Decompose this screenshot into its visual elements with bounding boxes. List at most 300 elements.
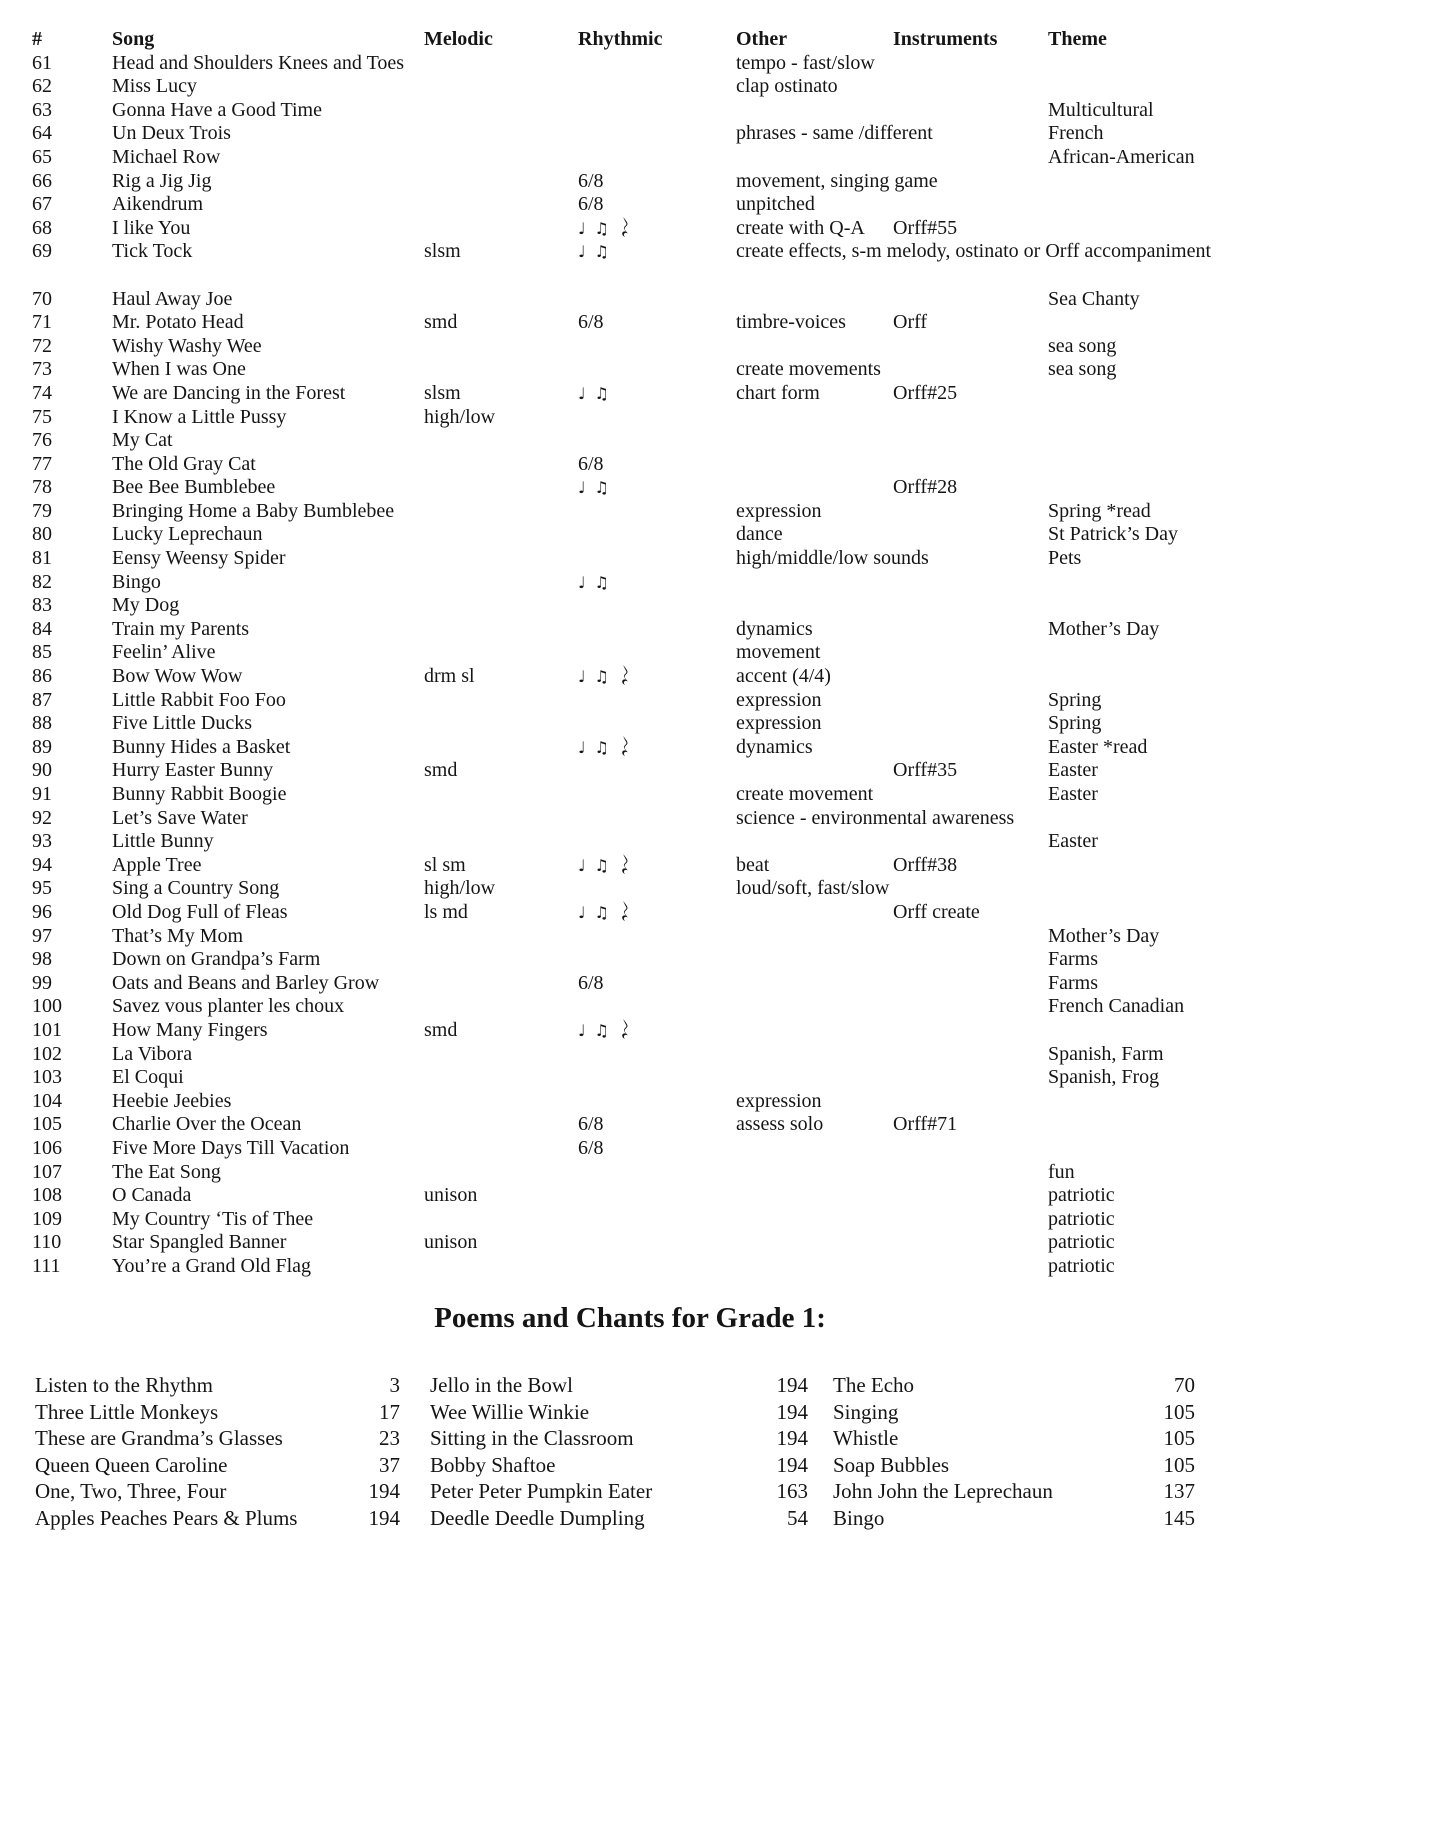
poem-title: Soap Bubbles xyxy=(833,1452,950,1477)
instruments-value: Orff#55 xyxy=(893,216,958,239)
melodic-value xyxy=(424,712,578,736)
theme-value: Spanish, Frog xyxy=(1048,1066,1160,1089)
song-title: Apple Tree xyxy=(112,853,202,876)
poem-title: Wee Willie Winkie xyxy=(430,1399,590,1424)
other-value xyxy=(736,335,893,359)
song-title: Eensy Weensy Spider xyxy=(112,547,286,570)
song-number: 80 xyxy=(32,523,52,546)
rhythmic-value xyxy=(578,523,736,547)
poem-item xyxy=(430,1399,808,1425)
poem-item xyxy=(430,1505,808,1531)
eighth-note-pair-icon: ♫ xyxy=(594,855,609,875)
song-row xyxy=(0,641,1445,665)
song-row xyxy=(0,288,1445,312)
melodic-value xyxy=(424,830,578,854)
poem-title: One, Two, Three, Four xyxy=(35,1479,227,1504)
song-number: 103 xyxy=(32,1066,62,1089)
other-value: chart form xyxy=(736,381,820,404)
song-title: The Old Gray Cat xyxy=(112,452,256,475)
song-title: Aikendrum xyxy=(112,193,204,216)
other-value: clap ostinato xyxy=(736,75,838,98)
song-number: 62 xyxy=(32,75,52,98)
song-number: 86 xyxy=(32,665,52,688)
song-number: 85 xyxy=(32,641,52,664)
song-number xyxy=(32,264,112,288)
song-row xyxy=(0,52,1445,76)
poem-page-number: 23 xyxy=(379,1426,400,1451)
eighth-note-pair-icon: ♫ xyxy=(594,1020,609,1040)
melodic-value: ls md xyxy=(424,900,468,923)
other-value: accent (4/4) xyxy=(736,665,831,688)
song-title: Savez vous planter les choux xyxy=(112,995,345,1018)
column-header-theme: Theme xyxy=(1048,28,1107,50)
other-value xyxy=(736,972,893,996)
melodic-value xyxy=(424,500,578,524)
song-title: Wishy Washy Wee xyxy=(112,334,262,357)
song-row xyxy=(0,429,1445,453)
melodic-value xyxy=(424,453,578,477)
song-number: 101 xyxy=(32,1018,62,1041)
song-row xyxy=(0,1161,1445,1185)
rhythmic-value xyxy=(578,618,736,642)
poems-column-1 xyxy=(35,1372,400,1530)
song-title: Charlie Over the Ocean xyxy=(112,1113,302,1136)
instruments-value xyxy=(893,406,1048,430)
eighth-note-pair-icon: ♫ xyxy=(594,218,609,238)
melodic-value: smd xyxy=(424,759,458,782)
melodic-value: high/low xyxy=(424,877,496,900)
poem-title: These are Grandma’s Glasses xyxy=(35,1426,283,1451)
melodic-value xyxy=(424,358,578,382)
rhythmic-value xyxy=(578,1090,736,1114)
theme-value xyxy=(1048,665,1445,689)
instruments-value xyxy=(893,1184,1048,1208)
song-row xyxy=(0,854,1445,878)
instruments-value xyxy=(893,948,1048,972)
rhythmic-value xyxy=(578,571,736,595)
melodic-value xyxy=(424,1113,578,1137)
song-row xyxy=(0,877,1445,901)
other-value xyxy=(736,264,893,288)
song-number: 94 xyxy=(32,853,52,876)
theme-value: French Canadian xyxy=(1048,995,1185,1018)
quarter-note-icon: ♩ xyxy=(578,242,586,262)
rhythmic-value xyxy=(578,122,736,146)
song-title: Star Spangled Banner xyxy=(112,1231,287,1254)
song-row xyxy=(0,240,1445,264)
song-title: Bunny Hides a Basket xyxy=(112,735,291,758)
instruments-value xyxy=(893,571,1048,595)
song-row xyxy=(0,382,1445,406)
song-row xyxy=(0,335,1445,359)
eighth-note-pair-icon: ♫ xyxy=(594,737,609,757)
song-number: 65 xyxy=(32,145,52,168)
quarter-note-icon: ♩ xyxy=(578,737,586,757)
song-title: O Canada xyxy=(112,1184,192,1207)
melodic-value: slsm xyxy=(424,381,461,404)
rhythmic-value xyxy=(578,1066,736,1090)
song-title: Tick Tock xyxy=(112,240,193,263)
other-value: science - environmental awareness xyxy=(736,806,1015,829)
instruments-value xyxy=(893,1137,1048,1161)
poem-title: John John the Leprechaun xyxy=(833,1479,1053,1504)
song-number: 89 xyxy=(32,735,52,758)
quarter-note-icon: ♩ xyxy=(578,572,586,592)
other-value xyxy=(736,288,893,312)
rhythmic-value xyxy=(578,406,736,430)
song-title: My Cat xyxy=(112,429,173,452)
other-value: expression xyxy=(736,688,822,711)
instruments-value xyxy=(893,618,1048,642)
song-row xyxy=(0,1184,1445,1208)
theme-value: Easter xyxy=(1048,759,1098,782)
instruments-value xyxy=(893,830,1048,854)
melodic-value xyxy=(424,99,578,123)
rhythmic-value xyxy=(578,382,736,406)
theme-value: patriotic xyxy=(1048,1231,1115,1254)
melodic-value xyxy=(424,1208,578,1232)
melodic-value xyxy=(424,783,578,807)
poem-title: Peter Peter Pumpkin Eater xyxy=(430,1479,653,1504)
other-value: unpitched xyxy=(736,193,815,216)
theme-value: African-American xyxy=(1048,145,1195,168)
other-value xyxy=(736,146,893,170)
song-number: 96 xyxy=(32,900,52,923)
other-value: high/middle/low sounds xyxy=(736,547,929,570)
theme-value: Mother’s Day xyxy=(1048,924,1160,947)
song-row xyxy=(0,358,1445,382)
rhythmic-value: 6/8 xyxy=(578,311,604,334)
rhythmic-value xyxy=(578,358,736,382)
theme-value xyxy=(1048,75,1445,99)
song-number: 79 xyxy=(32,499,52,522)
melodic-value xyxy=(424,75,578,99)
poem-page-number: 145 xyxy=(1163,1505,1195,1530)
instruments-value xyxy=(893,1255,1048,1279)
other-value xyxy=(736,1208,893,1232)
poem-page-number: 194 xyxy=(368,1479,400,1504)
melodic-value xyxy=(424,264,578,288)
poem-page-number: 194 xyxy=(776,1452,808,1477)
instruments-value xyxy=(893,547,1048,571)
rhythmic-value xyxy=(578,1019,736,1043)
melodic-value: slsm xyxy=(424,240,461,263)
quarter-note-icon: ♩ xyxy=(578,855,586,875)
other-value: create movements xyxy=(736,358,881,381)
theme-value xyxy=(1048,476,1445,500)
song-number: 97 xyxy=(32,924,52,947)
eighth-note-pair-icon: ♫ xyxy=(594,383,609,403)
other-value xyxy=(736,1137,893,1161)
poems-section-title: Poems and Chants for Grade 1: xyxy=(434,1302,826,1335)
instruments-value xyxy=(893,877,1048,901)
song-row xyxy=(0,901,1445,925)
song-title: Haul Away Joe xyxy=(112,287,233,310)
song-number: 110 xyxy=(32,1231,62,1254)
rhythmic-value xyxy=(578,854,736,878)
theme-value: Mother’s Day xyxy=(1048,617,1160,640)
melodic-value: drm sl xyxy=(424,665,475,688)
other-value: expression xyxy=(736,499,822,522)
column-header-number: # xyxy=(32,28,42,50)
instruments-value xyxy=(893,665,1048,689)
theme-value: Spring *read xyxy=(1048,499,1151,522)
other-value xyxy=(736,925,893,949)
instruments-value xyxy=(893,783,1048,807)
theme-value xyxy=(1048,1137,1445,1161)
song-number: 84 xyxy=(32,617,52,640)
other-value xyxy=(736,1019,893,1043)
melodic-value: unison xyxy=(424,1184,478,1207)
song-title: Hurry Easter Bunny xyxy=(112,759,274,782)
song-row xyxy=(0,736,1445,760)
song-row xyxy=(0,1208,1445,1232)
rhythmic-value xyxy=(578,807,736,831)
song-number: 102 xyxy=(32,1042,62,1065)
quarter-note-icon: ♩ xyxy=(578,667,586,687)
instruments-value xyxy=(893,995,1048,1019)
poems-column-3 xyxy=(833,1372,1195,1530)
quarter-rest-icon xyxy=(621,1019,630,1039)
song-title: We are Dancing in the Forest xyxy=(112,381,346,404)
other-value: dance xyxy=(736,523,783,546)
other-value: create effects, s-m melody, ostinato or Orff accompaniment xyxy=(736,240,1212,263)
theme-value: Spanish, Farm xyxy=(1048,1042,1164,1065)
song-number: 106 xyxy=(32,1136,62,1159)
melodic-value: high/low xyxy=(424,405,496,428)
theme-value: Spring xyxy=(1048,688,1102,711)
song-row xyxy=(0,406,1445,430)
rhythmic-value xyxy=(578,335,736,359)
melodic-value xyxy=(424,1090,578,1114)
rhythmic-value xyxy=(578,429,736,453)
song-number: 99 xyxy=(32,971,52,994)
song-title: Down on Grandpa’s Farm xyxy=(112,948,321,971)
theme-value: Spring xyxy=(1048,712,1102,735)
theme-value: Farms xyxy=(1048,948,1098,971)
theme-value: Multicultural xyxy=(1048,98,1154,121)
song-number: 92 xyxy=(32,806,52,829)
instruments-value: Orff#25 xyxy=(893,381,958,404)
quarter-note-icon: ♩ xyxy=(578,1020,586,1040)
song-title: Bow Wow Wow xyxy=(112,665,243,688)
song-number: 91 xyxy=(32,783,52,805)
poem-page-number: 105 xyxy=(1163,1426,1195,1451)
theme-value xyxy=(1048,641,1445,665)
quarter-note-icon: ♩ xyxy=(578,902,586,922)
song-title: Old Dog Full of Fleas xyxy=(112,900,288,923)
other-value: tempo - fast/slow xyxy=(736,51,875,74)
other-value xyxy=(736,429,893,453)
poem-item xyxy=(35,1372,400,1398)
song-title: Head and Shoulders Knees and Toes xyxy=(112,51,405,74)
instruments-value xyxy=(893,240,1048,264)
melodic-value xyxy=(424,429,578,453)
poem-page-number: 70 xyxy=(1174,1373,1195,1398)
song-title: Little Rabbit Foo Foo xyxy=(112,688,286,711)
instruments-value xyxy=(893,1208,1048,1232)
melodic-value xyxy=(424,972,578,996)
melodic-value xyxy=(424,1255,578,1279)
eighth-note-pair-icon: ♫ xyxy=(594,478,609,498)
melodic-value xyxy=(424,335,578,359)
song-row xyxy=(0,1066,1445,1090)
song-row xyxy=(0,193,1445,217)
instruments-value: Orff#71 xyxy=(893,1113,958,1136)
rhythmic-value xyxy=(578,264,736,288)
rhythmic-value xyxy=(578,901,736,925)
instruments-value xyxy=(893,1066,1048,1090)
poem-item xyxy=(833,1452,1195,1478)
instruments-value xyxy=(893,736,1048,760)
song-title: Bingo xyxy=(112,570,161,593)
melodic-value xyxy=(424,547,578,571)
theme-value: Easter xyxy=(1048,830,1098,853)
instruments-value: Orff xyxy=(893,311,928,334)
theme-value: Easter xyxy=(1048,783,1098,805)
song-title: Train my Parents xyxy=(112,617,250,640)
poem-item xyxy=(833,1505,1195,1531)
poem-item xyxy=(430,1425,808,1451)
melodic-value xyxy=(424,807,578,831)
other-value: create movement xyxy=(736,783,874,805)
other-value xyxy=(736,594,893,618)
poems-column-2 xyxy=(430,1372,808,1530)
melodic-value xyxy=(424,571,578,595)
instruments-value xyxy=(893,1231,1048,1255)
rhythmic-value xyxy=(578,1161,736,1185)
theme-value xyxy=(1048,877,1445,901)
melodic-value xyxy=(424,925,578,949)
instruments-value xyxy=(893,193,1048,217)
theme-value xyxy=(1048,594,1445,618)
instruments-value: Orff#35 xyxy=(893,759,958,782)
poem-item xyxy=(430,1452,808,1478)
other-value xyxy=(736,476,893,500)
theme-value xyxy=(1048,217,1445,241)
poem-title: Listen to the Rhythm xyxy=(35,1373,213,1398)
theme-value xyxy=(1048,901,1445,925)
theme-value: Sea Chanty xyxy=(1048,287,1140,310)
poem-title: Jello in the Bowl xyxy=(430,1373,573,1398)
song-row xyxy=(0,594,1445,618)
song-title: Five More Days Till Vacation xyxy=(112,1136,350,1159)
instruments-value: Orff create xyxy=(893,900,980,923)
instruments-value xyxy=(893,52,1048,76)
song-title: Rig a Jig Jig xyxy=(112,169,212,192)
song-title: Little Bunny xyxy=(112,830,214,853)
song-number: 75 xyxy=(32,405,52,428)
song-number: 108 xyxy=(32,1184,62,1207)
song-number: 104 xyxy=(32,1089,62,1112)
poem-item xyxy=(35,1452,400,1478)
other-value: movement, singing game xyxy=(736,169,938,192)
song-title: Michael Row xyxy=(112,145,221,168)
theme-value: French xyxy=(1048,122,1104,145)
theme-value xyxy=(1048,52,1445,76)
song-number: 82 xyxy=(32,570,52,593)
song-number: 61 xyxy=(32,51,52,74)
song-row xyxy=(0,1255,1445,1279)
other-value: dynamics xyxy=(736,735,813,758)
poem-title: Deedle Deedle Dumpling xyxy=(430,1505,645,1530)
song-number: 81 xyxy=(32,547,52,570)
poem-title: Singing xyxy=(833,1399,899,1424)
instruments-value xyxy=(893,335,1048,359)
theme-value: patriotic xyxy=(1048,1207,1115,1230)
column-header-song: Song xyxy=(112,28,155,50)
theme-value xyxy=(1048,1090,1445,1114)
poem-page-number: 3 xyxy=(389,1373,400,1398)
rhythmic-value xyxy=(578,759,736,783)
song-number: 78 xyxy=(32,476,52,499)
melodic-value: unison xyxy=(424,1231,478,1254)
rhythmic-value xyxy=(578,641,736,665)
song-number: 88 xyxy=(32,712,52,735)
song-title: How Many Fingers xyxy=(112,1018,268,1041)
instruments-value xyxy=(893,689,1048,713)
other-value: beat xyxy=(736,853,770,876)
other-value xyxy=(736,1255,893,1279)
other-value: assess solo xyxy=(736,1113,824,1136)
other-value: dynamics xyxy=(736,617,813,640)
melodic-value xyxy=(424,1137,578,1161)
song-number: 105 xyxy=(32,1113,62,1136)
song-title: You’re a Grand Old Flag xyxy=(112,1254,312,1277)
song-number: 67 xyxy=(32,193,52,216)
poem-item xyxy=(430,1478,808,1504)
song-row xyxy=(0,122,1445,146)
song-title: Un Deux Trois xyxy=(112,122,231,145)
column-header-other: Other xyxy=(736,28,788,50)
melodic-value xyxy=(424,1043,578,1067)
song-number: 74 xyxy=(32,381,52,404)
song-row xyxy=(0,1090,1445,1114)
other-value: expression xyxy=(736,712,822,735)
eighth-note-pair-icon: ♫ xyxy=(594,667,609,687)
song-title: When I was One xyxy=(112,358,246,381)
quarter-rest-icon xyxy=(621,736,630,756)
rhythmic-value xyxy=(578,288,736,312)
theme-value xyxy=(1048,1113,1445,1137)
poem-title: Sitting in the Classroom xyxy=(430,1426,634,1451)
melodic-value xyxy=(424,288,578,312)
other-value xyxy=(736,1184,893,1208)
poem-page-number: 194 xyxy=(368,1505,400,1530)
column-header-melodic: Melodic xyxy=(424,28,493,50)
other-value xyxy=(736,1043,893,1067)
song-title: I like You xyxy=(112,216,191,239)
song-row xyxy=(0,783,1445,807)
song-row xyxy=(0,972,1445,996)
song-number: 93 xyxy=(32,830,52,853)
other-value: movement xyxy=(736,641,821,664)
instruments-value xyxy=(893,712,1048,736)
rhythmic-value xyxy=(578,1043,736,1067)
melodic-value xyxy=(424,476,578,500)
song-number: 68 xyxy=(32,216,52,239)
song-row xyxy=(0,1231,1445,1255)
other-value xyxy=(736,406,893,430)
song-title: Lucky Leprechaun xyxy=(112,523,263,546)
melodic-value xyxy=(424,618,578,642)
song-title: My Country ‘Tis of Thee xyxy=(112,1207,314,1230)
instruments-value xyxy=(893,146,1048,170)
song-row xyxy=(0,99,1445,123)
song-row xyxy=(0,453,1445,477)
melodic-value: sl sm xyxy=(424,853,466,876)
poem-item xyxy=(35,1425,400,1451)
